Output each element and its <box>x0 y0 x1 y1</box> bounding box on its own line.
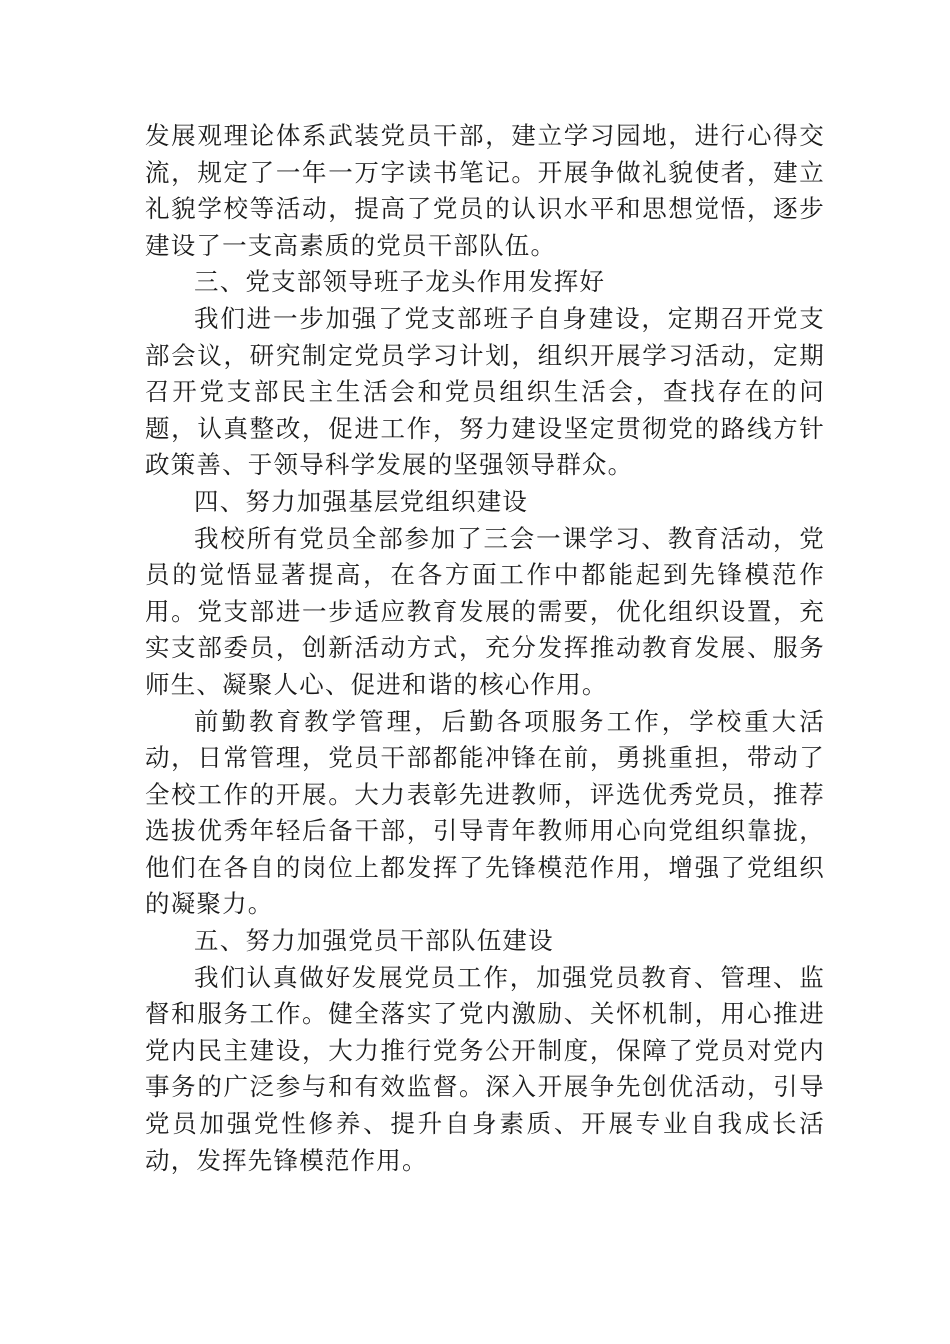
paragraph-section-5: 我们认真做好发展党员工作，加强党员教育、管理、监督和服务工作。健全落实了党内激励、关怀机制，用心推进党内民主建设，大力推行党务公开制度，保障了党员对党内事务的广泛参与和有效监督。深入开展争先创优活动，引导党员加强党性修养、提升自身素质、开展专业自我成长活动，发挥先锋模范作用。 <box>145 962 825 1175</box>
section-heading-4: 四、努力加强基层党组织建设 <box>194 486 529 516</box>
section-heading-5: 五、努力加强党员干部队伍建设 <box>194 926 554 956</box>
paragraph-section-3: 我们进一步加强了党支部班子自身建设，定期召开党支部会议，研究制定党员学习计划，组织开展学习活动，定期召开党支部民主生活会和党员组织生活会，查找存在的问题，认真整改，促进工作，努力建设坚定贯彻党的路线方针政策善、于领导科学发展的坚强领导群众。 <box>145 303 825 480</box>
paragraph-continuation: 发展观理论体系武装党员干部，建立学习园地，进行心得交流，规定了一年一万字读书笔记。开展争做礼貌使者，建立礼貌学校等活动，提高了党员的认识水平和思想觉悟，逐步建设了一支高素质的党员干部队伍。 <box>145 121 825 260</box>
section-heading-3: 三、党支部领导班子龙头作用发挥好 <box>194 267 606 297</box>
paragraph-section-4a: 我校所有党员全部参加了三会一课学习、教育活动，党员的觉悟显著提高，在各方面工作中都能起到先锋模范作用。党支部进一步适应教育发展的需要，优化组织设置，充实支部委员，创新活动方式，充分发挥推动教育发展、服务师生、凝聚人心、促进和谐的核心作用。 <box>145 523 825 699</box>
paragraph-section-4b: 前勤教育教学管理，后勤各项服务工作，学校重大活动，日常管理，党员干部都能冲锋在前，勇挑重担，带动了全校工作的开展。大力表彰先进教师，评选优秀党员，推荐选拔优秀年轻后备干部，引导青年教师用心向党组织靠拢，他们在各自的岗位上都发挥了先锋模范作用，增强了党组织的凝聚力。 <box>145 706 825 919</box>
document-page <box>145 118 825 1179</box>
